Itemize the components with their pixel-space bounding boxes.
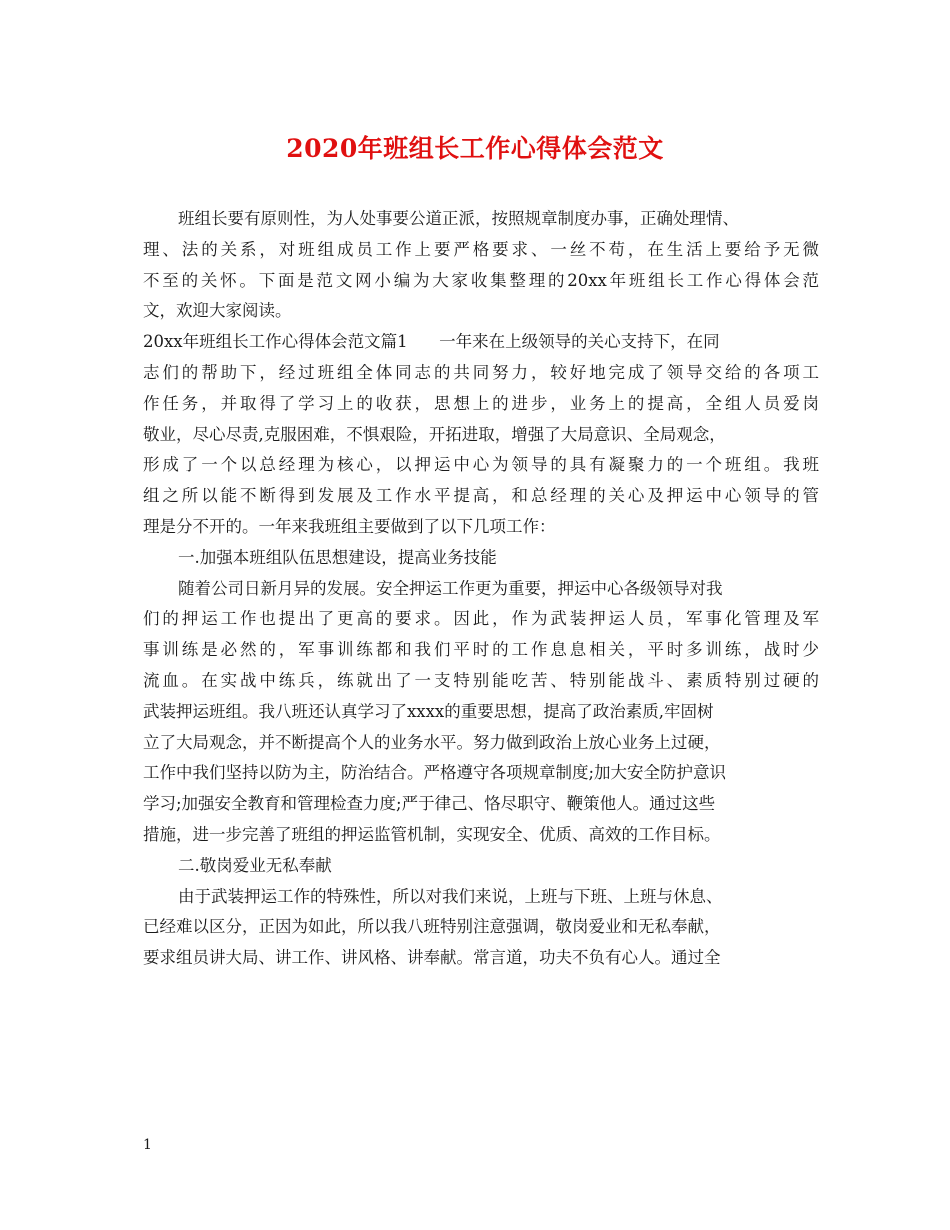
body-line: 工作中我们坚持以防为主，防治结合。严格遵守各项规章制度;加大安全防护意识 bbox=[143, 763, 727, 783]
body-line: 措施，进一步完善了班组的押运监管机制，实现安全、优质、高效的工作目标。 bbox=[143, 824, 721, 844]
body-line: 理是分不开的。一年来我班组主要做到了以下几项工作： bbox=[143, 516, 556, 536]
body-line: 要求组员讲大局、讲工作、讲风格、讲奉献。常言道，功夫不负有心人。通过全 bbox=[143, 948, 721, 968]
document-title: 2020年班组长工作心得体会范文 bbox=[286, 134, 664, 163]
body-line: 组之所以能不断得到发展及工作水平提高，和总经理的关心及押运中心领导的管 bbox=[143, 486, 819, 506]
page-number: 1 bbox=[143, 1137, 152, 1153]
body-line: 敬业，尽心尽责,克服困难，不惧艰险，开拓进取，增强了大局意识、全局观念， bbox=[143, 424, 726, 444]
body-line: 由于武装押运工作的特殊性，所以对我们来说，上班与下班、上班与休息、 bbox=[178, 886, 723, 906]
body-line: 不至的关怀。下面是范文网小编为大家收集整理的20xx年班组长工作心得体会范 bbox=[143, 270, 819, 290]
body-line: 文，欢迎大家阅读。 bbox=[143, 301, 292, 321]
body-line: 班组长要有原则性，为人处事要公道正派，按照规章制度办事，正确处理情、 bbox=[178, 209, 739, 228]
body-line: 理、法的关系，对班组成员工作上要严格要求、一丝不苟，在生活上要给予无微 bbox=[143, 239, 819, 259]
body-line: 事训练是必然的，军事训练都和我们平时的工作息息相关，平时多训练，战时少 bbox=[143, 640, 819, 660]
body-line: 们的押运工作也提出了更高的要求。因此，作为武装押运人员，军事化管理及军 bbox=[143, 609, 819, 629]
body-line: 形成了一个以总经理为核心，以押运中心为领导的具有凝聚力的一个班组。我班 bbox=[143, 455, 819, 475]
body-line: 20xx年班组长工作心得体会范文篇1 一年来在上级领导的关心支持下，在同 bbox=[143, 332, 720, 352]
body-line: 流血。在实战中练兵，练就出了一支特别能吃苦、特别能战斗、素质特别过硬的 bbox=[143, 670, 819, 690]
section-heading: 二.敬岗爱业无私奉献 bbox=[178, 855, 332, 875]
body-line: 随着公司日新月异的发展。安全押运工作更为重要，押运中心各级领导对我 bbox=[178, 578, 723, 598]
body-line: 武装押运班组。我八班还认真学习了xxxx的重要思想，提高了政治素质,牢固树 bbox=[143, 701, 714, 721]
body-line: 作任务，并取得了学习上的收获，思想上的进步，业务上的提高，全组人员爱岗 bbox=[143, 393, 819, 413]
body-line: 已经难以区分，正因为如此，所以我八班特别注意强调，敬岗爱业和无私奉献， bbox=[143, 917, 721, 937]
body-line: 立了大局观念，并不断提高个人的业务水平。努力做到政治上放心业务上过硬， bbox=[143, 732, 721, 752]
document-body bbox=[143, 204, 819, 974]
body-line: 志们的帮助下，经过班组全体同志的共同努力，较好地完成了领导交给的各项工 bbox=[143, 362, 819, 382]
body-line: 学习;加强安全教育和管理检查力度;严于律己、恪尽职守、鞭策他人。通过这些 bbox=[143, 794, 716, 814]
section-heading: 一.加强本班组队伍思想建设，提高业务技能 bbox=[178, 547, 497, 567]
